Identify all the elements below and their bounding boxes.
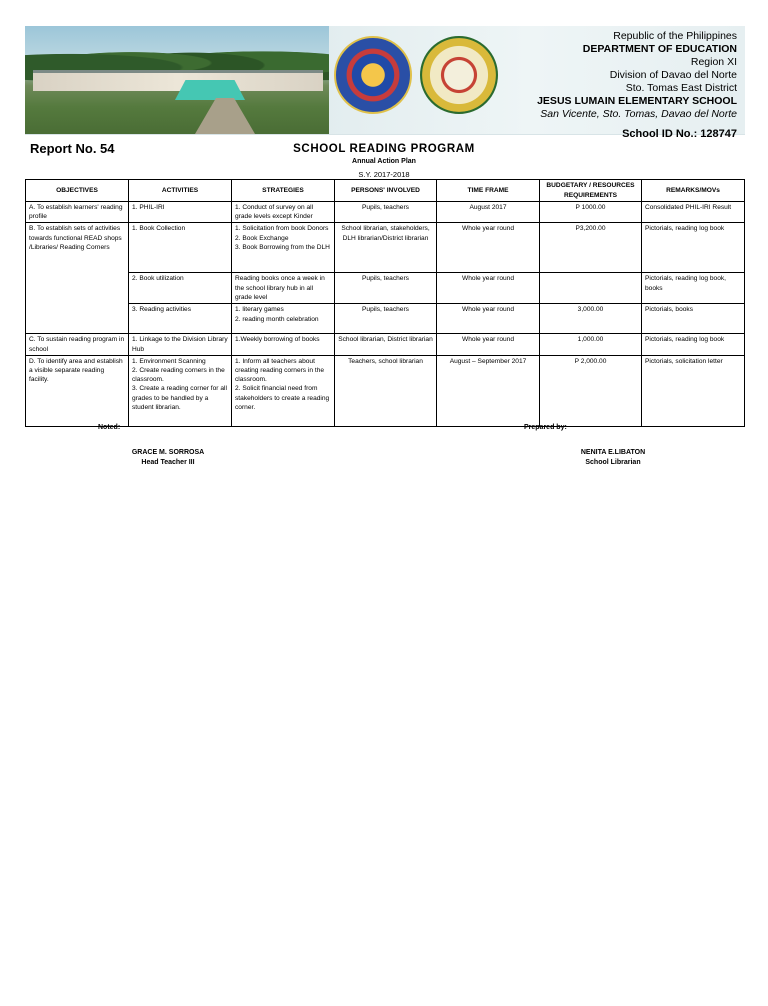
table-row (26, 202, 745, 223)
table-row (26, 223, 745, 273)
activity-cell: 1. Environment Scanning 2. Create reading corners in the classroom. 3. Create a reading corner for all grades to be handled by a student librarian. (129, 355, 232, 426)
objective-cell: D. To identify area and establish a visible separate reading facility. (26, 355, 129, 426)
table-header-row (26, 180, 745, 202)
persons-cell: Pupils, teachers (335, 304, 437, 334)
strategy-cell: Reading books once a week in the school library hub in all grade level (232, 273, 335, 304)
objective-cell: B. To establish sets of activities towards functional READ shops /Libraries/ Reading Corners (26, 223, 129, 334)
table-row (26, 355, 745, 426)
deped-seal-logo (334, 36, 412, 114)
budget-cell (540, 273, 642, 304)
remarks-cell: Pictorials, solicitation letter (642, 355, 745, 426)
column-header: STRATEGIES (232, 180, 335, 202)
prepared-label: Prepared by: (524, 424, 567, 431)
strategy-cell: 1. Conduct of survey on all grade levels except Kinder (232, 202, 335, 223)
persons-cell: Pupils, teachers (335, 273, 437, 304)
column-header: ACTIVITIES (129, 180, 232, 202)
school-address: San Vicente, Sto. Tomas, Davao del Norte (540, 108, 737, 120)
prepared-position: School Librarian (585, 459, 641, 466)
objective-cell: C. To sustain reading program in school (26, 334, 129, 355)
remarks-cell: Pictorials, books (642, 304, 745, 334)
column-header: BUDGETARY / RESOURCES REQUIREMENTS (540, 180, 642, 202)
remarks-cell: Pictorials, reading log book (642, 223, 745, 273)
district-text: Sto. Tomas East District (625, 82, 737, 94)
remarks-cell: Consolidated PHIL-IRI Result (642, 202, 745, 223)
column-header: PERSONS' INVOLVED (335, 180, 437, 202)
budget-cell: P3,200.00 (540, 223, 642, 273)
header-text (477, 30, 737, 141)
activity-cell: 1. Book Collection (129, 223, 232, 273)
division-text: Division of Davao del Norte (609, 69, 737, 81)
department-text: DEPARTMENT OF EDUCATION (582, 43, 737, 55)
time-cell: August – September 2017 (437, 355, 540, 426)
budget-cell: 3,000.00 (540, 304, 642, 334)
strategy-cell: 1. Solicitation from book Donors 2. Book Exchange 3. Book Borrowing from the DLH (232, 223, 335, 273)
noted-position: Head Teacher III (141, 459, 195, 466)
column-header: OBJECTIVES (26, 180, 129, 202)
school-year: S.Y. 2017-2018 (358, 170, 410, 179)
budget-cell: P 2,000.00 (540, 355, 642, 426)
strategy-cell: 1. literary games 2. reading month celebration (232, 304, 335, 334)
column-header: TIME FRAME (437, 180, 540, 202)
prepared-name: NENITA E.LIBATON (580, 449, 646, 456)
prepared-signatory (558, 448, 668, 468)
table-row (26, 334, 745, 355)
school-name: JESUS LUMAIN ELEMENTARY SCHOOL (537, 95, 737, 107)
table-row (26, 304, 745, 334)
noted-label: Noted: (98, 424, 121, 431)
strategy-cell: 1.Weekly borrowing of books (232, 334, 335, 355)
noted-signatory (118, 448, 218, 468)
time-cell: Whole year round (437, 223, 540, 273)
report-number: Report No. 54 (30, 141, 115, 156)
table-row (26, 273, 745, 304)
budget-cell: 1,000.00 (540, 334, 642, 355)
strategy-cell: 1. Inform all teachers about creating reading corners in the classroom. 2. Solicit financial need from stakeholders to create a reading corner. (232, 355, 335, 426)
photo-walkway (195, 98, 255, 134)
republic-text: Republic of the Philippines (613, 30, 737, 42)
activity-cell: 3. Reading activities (129, 304, 232, 334)
time-cell: Whole year round (437, 334, 540, 355)
photo-building (33, 70, 323, 91)
persons-cell: Teachers, school librarian (335, 355, 437, 426)
activity-cell: 1. PHIL-IRI (129, 202, 232, 223)
noted-name: GRACE M. SORROSA (131, 449, 205, 456)
activity-cell: 2. Book utilization (129, 273, 232, 304)
document-title: SCHOOL READING PROGRAM (293, 143, 475, 155)
objective-cell: A. To establish learners' reading profile (26, 202, 129, 223)
persons-cell: School librarian, stakeholders, DLH librarian/District librarian (335, 223, 437, 273)
persons-cell: School librarian, District librarian (335, 334, 437, 355)
remarks-cell: Pictorials, reading log book, books (642, 273, 745, 304)
header-banner (25, 26, 745, 140)
region-text: Region XI (690, 56, 737, 68)
time-cell: August 2017 (437, 202, 540, 223)
time-cell: Whole year round (437, 304, 540, 334)
photo-stage (175, 80, 245, 100)
budget-cell: P 1000.00 (540, 202, 642, 223)
time-cell: Whole year round (437, 273, 540, 304)
remarks-cell: Pictorials, reading log book (642, 334, 745, 355)
school-id: School ID No.: 128747 (622, 128, 737, 140)
action-plan-table (25, 179, 745, 427)
persons-cell: Pupils, teachers (335, 202, 437, 223)
school-photo (25, 26, 329, 134)
activity-cell: 1. Linkage to the Division Library Hub (129, 334, 232, 355)
column-header: REMARKS/MOVs (642, 180, 745, 202)
document-subtitle: Annual Action Plan (352, 158, 416, 165)
